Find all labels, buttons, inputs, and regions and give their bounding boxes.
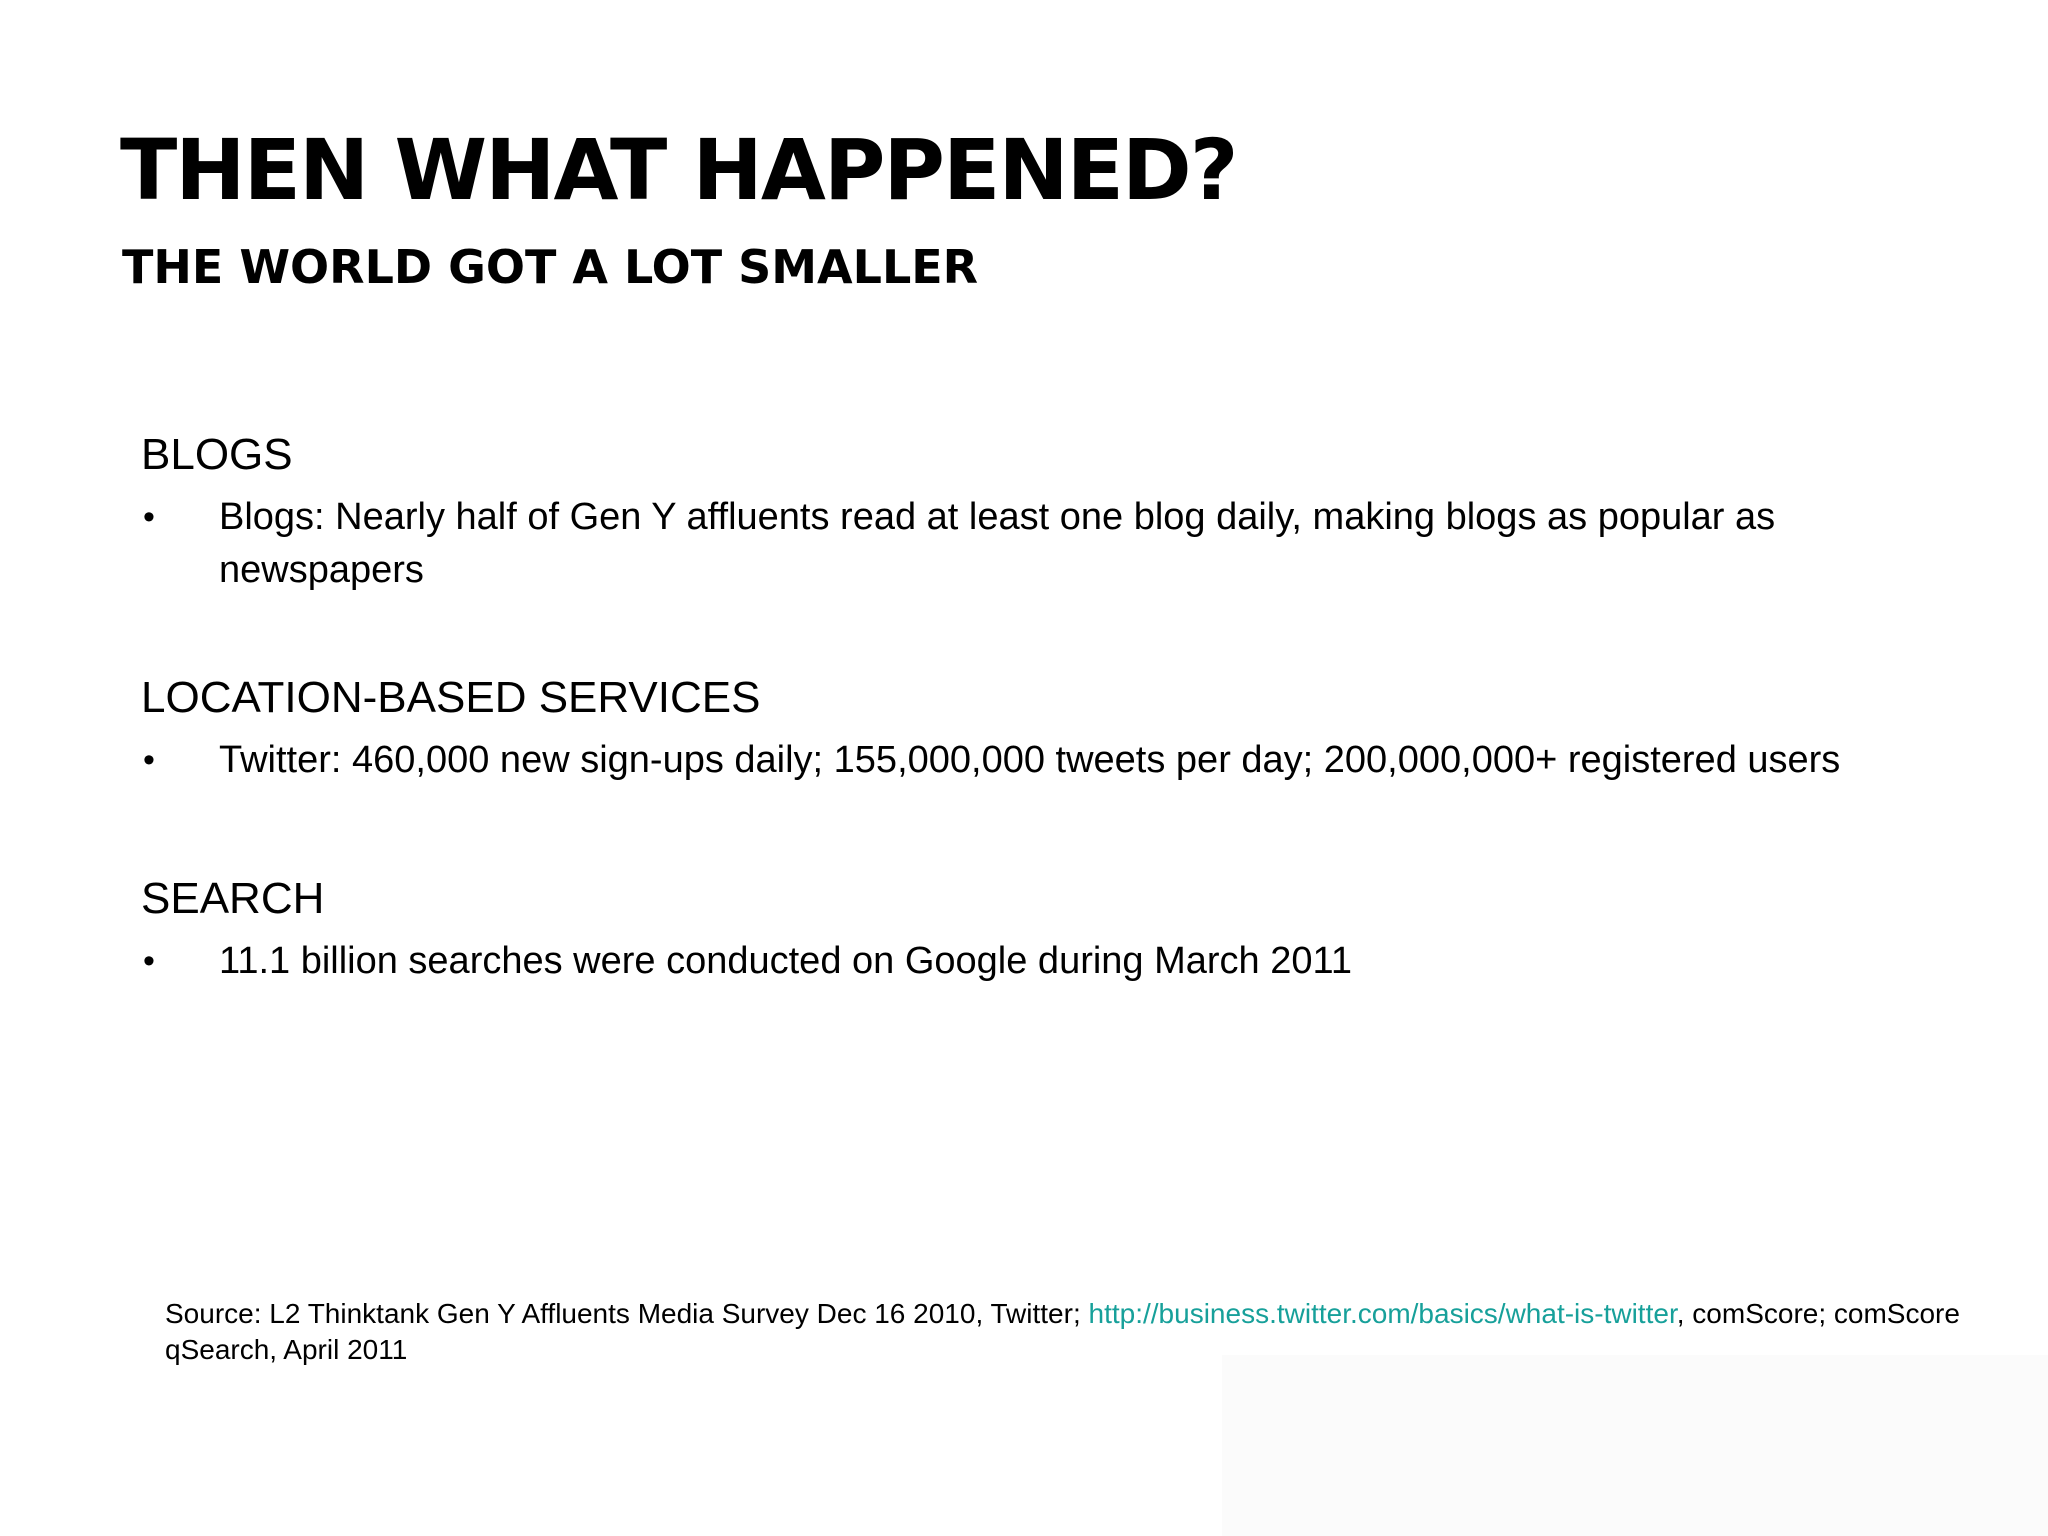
section-location-based-services	[141, 672, 2021, 787]
bullet-text: 11.1 billion searches were conducted on Google during March 2011	[219, 940, 1352, 982]
source-prefix: Source: L2 Thinktank Gen Y Affluents Media Survey Dec 16 2010, Twitter;	[165, 1298, 1089, 1329]
bullet-item	[141, 935, 1819, 988]
section-heading: LOCATION-BASED SERVICES	[141, 673, 761, 722]
bullet-icon: •	[143, 741, 155, 779]
bullet-text: Twitter: 460,000 new sign-ups daily; 155,000,000 tweets per day; 200,000,000+ registered users	[219, 739, 1841, 781]
bullet-icon: •	[143, 498, 155, 536]
section-blogs	[141, 429, 2021, 597]
slide-subtitle: THE WORLD GOT A LOT SMALLER	[122, 240, 979, 294]
bullet-item	[141, 734, 2048, 787]
section-search	[141, 873, 2021, 988]
bullet-text: Blogs: Nearly half of Gen Y affluents read at least one blog daily, making blogs as popular as newspapers	[219, 496, 1776, 591]
section-heading: SEARCH	[141, 874, 325, 923]
background-shade	[1222, 1355, 2048, 1536]
source-suffix: , comScore; comScore qSearch, April 2011	[165, 1298, 1960, 1365]
section-heading: BLOGS	[141, 430, 293, 479]
bullet-icon: •	[143, 942, 155, 980]
slide-title: THEN WHAT HAPPENED?	[120, 121, 1237, 219]
twitter-link[interactable]: http://business.twitter.com/basics/what-is-twitter	[1088, 1298, 1677, 1329]
source-citation	[165, 1296, 1965, 1368]
bullet-item	[141, 491, 1819, 597]
